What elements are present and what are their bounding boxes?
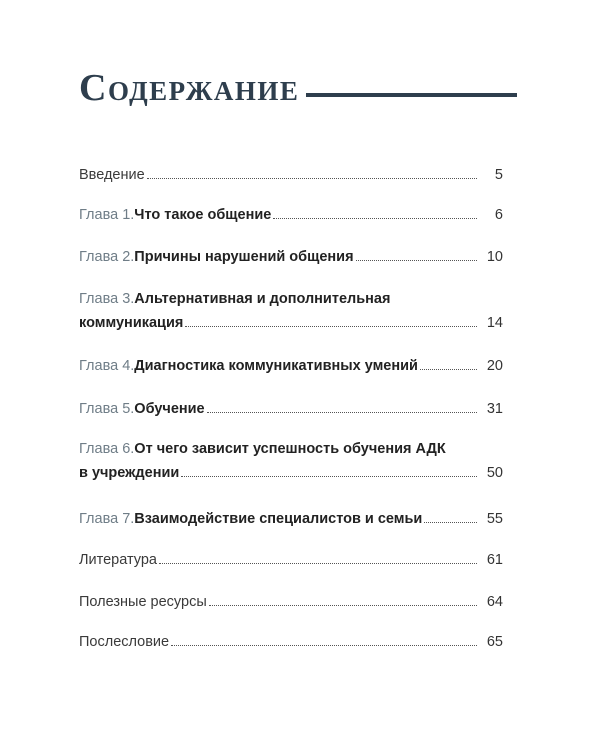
dot-leader xyxy=(185,325,477,327)
chapter-label: Глава 7. xyxy=(79,511,135,527)
toc-entry-title-line-1: От чего зависит успешность обучения АДК xyxy=(134,441,446,457)
chapter-label: Глава 1. xyxy=(79,207,135,223)
toc-entry-chapter-2[interactable] xyxy=(79,245,503,269)
toc-entry-chapter-7[interactable] xyxy=(79,507,503,531)
toc-entry-title: Литература xyxy=(79,552,157,568)
toc-page-number: 20 xyxy=(486,358,503,374)
dot-leader xyxy=(207,411,477,413)
dot-leader xyxy=(424,521,477,523)
dot-leader xyxy=(209,604,477,606)
dot-leader xyxy=(273,217,477,219)
dot-leader xyxy=(171,644,477,646)
toc-page-number: 50 xyxy=(486,465,503,481)
toc-entry-chapter-4[interactable] xyxy=(79,354,503,378)
dot-leader xyxy=(181,475,477,477)
dot-leader xyxy=(147,177,477,179)
toc-page-number: 6 xyxy=(494,207,503,223)
toc-entry-title-line-1: Альтернативная и дополнительная xyxy=(134,291,391,307)
toc-entry-literature[interactable] xyxy=(79,548,503,572)
toc-entry-afterword[interactable] xyxy=(79,630,503,654)
toc-entry-title-line-2: коммуникация xyxy=(79,315,184,331)
toc-entry-title: Послесловие xyxy=(79,634,170,650)
toc-page-number: 65 xyxy=(486,634,503,650)
chapter-label: Глава 5. xyxy=(79,401,135,417)
toc-entry-title: Обучение xyxy=(134,401,205,417)
toc-entry-chapter-6[interactable] xyxy=(79,437,503,485)
toc-entry-title: Взаимодействие специалистов и семьи xyxy=(134,511,423,527)
toc-page-number: 64 xyxy=(486,594,503,610)
toc-entry-title: Причины нарушений общения xyxy=(134,249,354,265)
dot-leader xyxy=(420,368,477,370)
title-underline-rule xyxy=(306,93,517,97)
toc-entry-chapter-1[interactable] xyxy=(79,203,503,227)
chapter-label: Глава 4. xyxy=(79,358,135,374)
toc-entry-chapter-5[interactable] xyxy=(79,397,503,421)
toc-entry-title-line-2: в учреждении xyxy=(79,465,180,481)
toc-entry-title: Что такое общение xyxy=(134,207,272,223)
chapter-label: Глава 3. xyxy=(79,291,135,307)
toc-page-number: 5 xyxy=(494,167,503,183)
toc-page-number: 55 xyxy=(486,511,503,527)
toc-page-number: 31 xyxy=(486,401,503,417)
toc-page-number: 14 xyxy=(486,315,503,331)
chapter-label: Глава 2. xyxy=(79,249,135,265)
chapter-label: Глава 6. xyxy=(79,441,135,457)
toc-page-number: 61 xyxy=(486,552,503,568)
dot-leader xyxy=(159,562,477,564)
toc-entry-title: Введение xyxy=(79,167,145,183)
toc-entry-useful-resources[interactable] xyxy=(79,590,503,614)
toc-entry-title: Полезные ресурсы xyxy=(79,594,207,610)
toc-entry-title: Диагностика коммуникативных умений xyxy=(134,358,418,374)
toc-page-number: 10 xyxy=(486,249,503,265)
toc-entry-introduction[interactable] xyxy=(79,163,503,187)
dot-leader xyxy=(356,259,477,261)
page-title: Содержание xyxy=(79,67,300,109)
toc-entry-chapter-3[interactable] xyxy=(79,287,503,335)
